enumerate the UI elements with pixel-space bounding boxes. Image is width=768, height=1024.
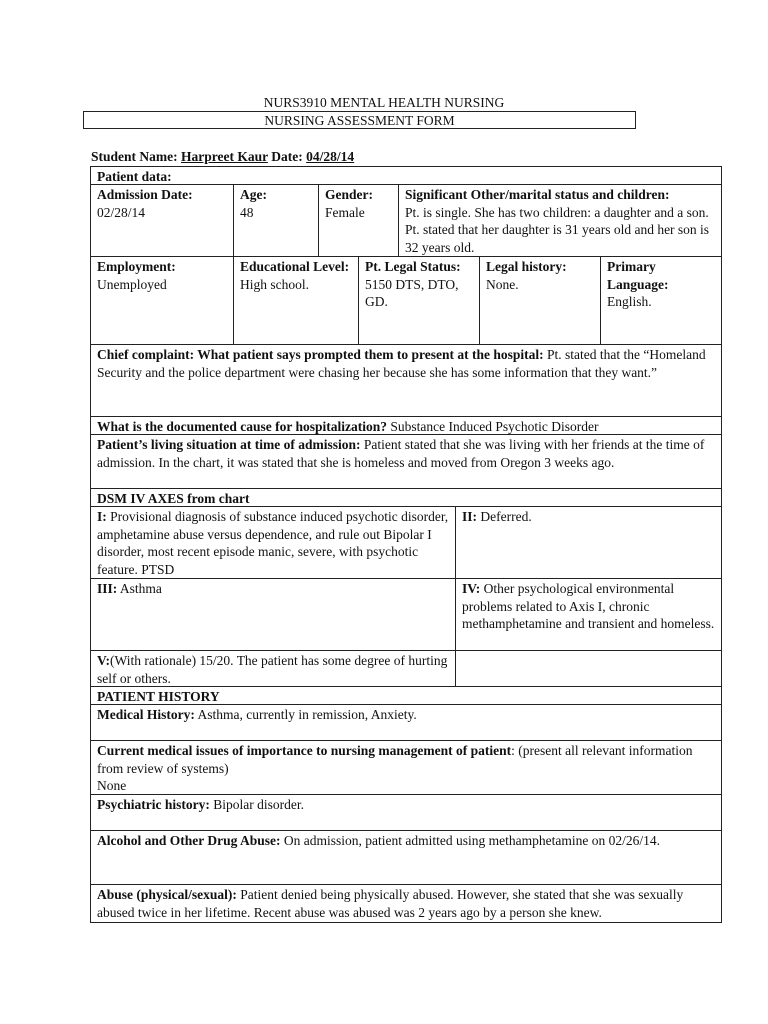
abuse-history: Abuse (physical/sexual): Patient denied being physically abused. However, she stated that she was sexually abused twice in her lifetime. Recent abuse was abused was 2 years ago by a person she knew. bbox=[97, 887, 684, 920]
psychiatric-history: Psychiatric history: Bipolar disorder. bbox=[97, 797, 304, 812]
employment-cell: Employment: Unemployed bbox=[97, 259, 176, 292]
axis-v-empty bbox=[455, 651, 721, 686]
student-name: Harpreet Kaur bbox=[181, 149, 268, 164]
admission-cell: Admission Date: 02/28/14 bbox=[97, 187, 193, 220]
axis-ii: II: Deferred. bbox=[455, 507, 721, 578]
legal-status-cell: Pt. Legal Status: 5150 DTS, DTO, GD. bbox=[358, 257, 479, 344]
gender-cell: Gender: Female bbox=[318, 185, 398, 256]
drug-abuse: Alcohol and Other Drug Abuse: On admission, patient admitted using methamphetamine on 02/26/14. bbox=[97, 833, 660, 848]
axis-iii: III: Asthma bbox=[97, 581, 162, 596]
medical-history: Medical History: Asthma, currently in remission, Anxiety. bbox=[97, 707, 417, 722]
education-cell: Educational Level: High school. bbox=[233, 257, 358, 344]
hospitalization-cause: What is the documented cause for hospitalization? Substance Induced Psychotic Disorder bbox=[97, 419, 599, 434]
axis-v: V:(With rationale) 15/20. The patient has some degree of hurting self or others. bbox=[97, 653, 448, 686]
date-label: Date: bbox=[271, 149, 303, 164]
axis-i: I: Provisional diagnosis of substance induced psychotic disorder, amphetamine abuse versus dependence, and rule out Bipolar I disorder, most recent episode manic, severe, with psychotic feature. PTSD bbox=[97, 509, 449, 577]
language-cell: Primary Language: English. bbox=[600, 257, 721, 344]
form-title: NURSING ASSESSMENT FORM bbox=[83, 111, 636, 129]
patient-history-section: PATIENT HISTORY bbox=[97, 689, 220, 704]
patient-data-section: Patient data: bbox=[97, 169, 172, 184]
legal-history-cell: Legal history: None. bbox=[479, 257, 600, 344]
chief-complaint: Chief complaint: What patient says prompted them to present at the hospital: Pt. stated that the “Homeland Security and the police department were chasing her because she has some information that they want.” bbox=[97, 347, 706, 380]
assessment-table bbox=[90, 166, 722, 923]
current-medical-issues: Current medical issues of importance to nursing management of patient: (present all relevant information from review of systems) None bbox=[97, 743, 693, 793]
assessment-date: 04/28/14 bbox=[306, 149, 355, 164]
significant-other-cell: Significant Other/marital status and children: Pt. is single. She has two children: a daughter and a son. Pt. stated that her daughter is 31 years old and her son is 32 years old. bbox=[398, 185, 721, 256]
course-title: NURS3910 MENTAL HEALTH NURSING bbox=[263, 95, 505, 110]
axis-iv: IV: Other psychological environmental problems related to Axis I, chronic methamphetamine and transient and homeless. bbox=[455, 579, 721, 650]
student-line bbox=[91, 149, 354, 165]
living-situation: Patient’s living situation at time of admission: Patient stated that she was living with her friends at the time of admission. In the chart, it was stated that she is homeless and moved from Oregon 3 weeks ago. bbox=[97, 437, 705, 470]
student-name-label: Student Name: bbox=[91, 149, 178, 164]
dsm-section: DSM IV AXES from chart bbox=[97, 491, 250, 506]
age-cell: Age: 48 bbox=[233, 185, 318, 256]
